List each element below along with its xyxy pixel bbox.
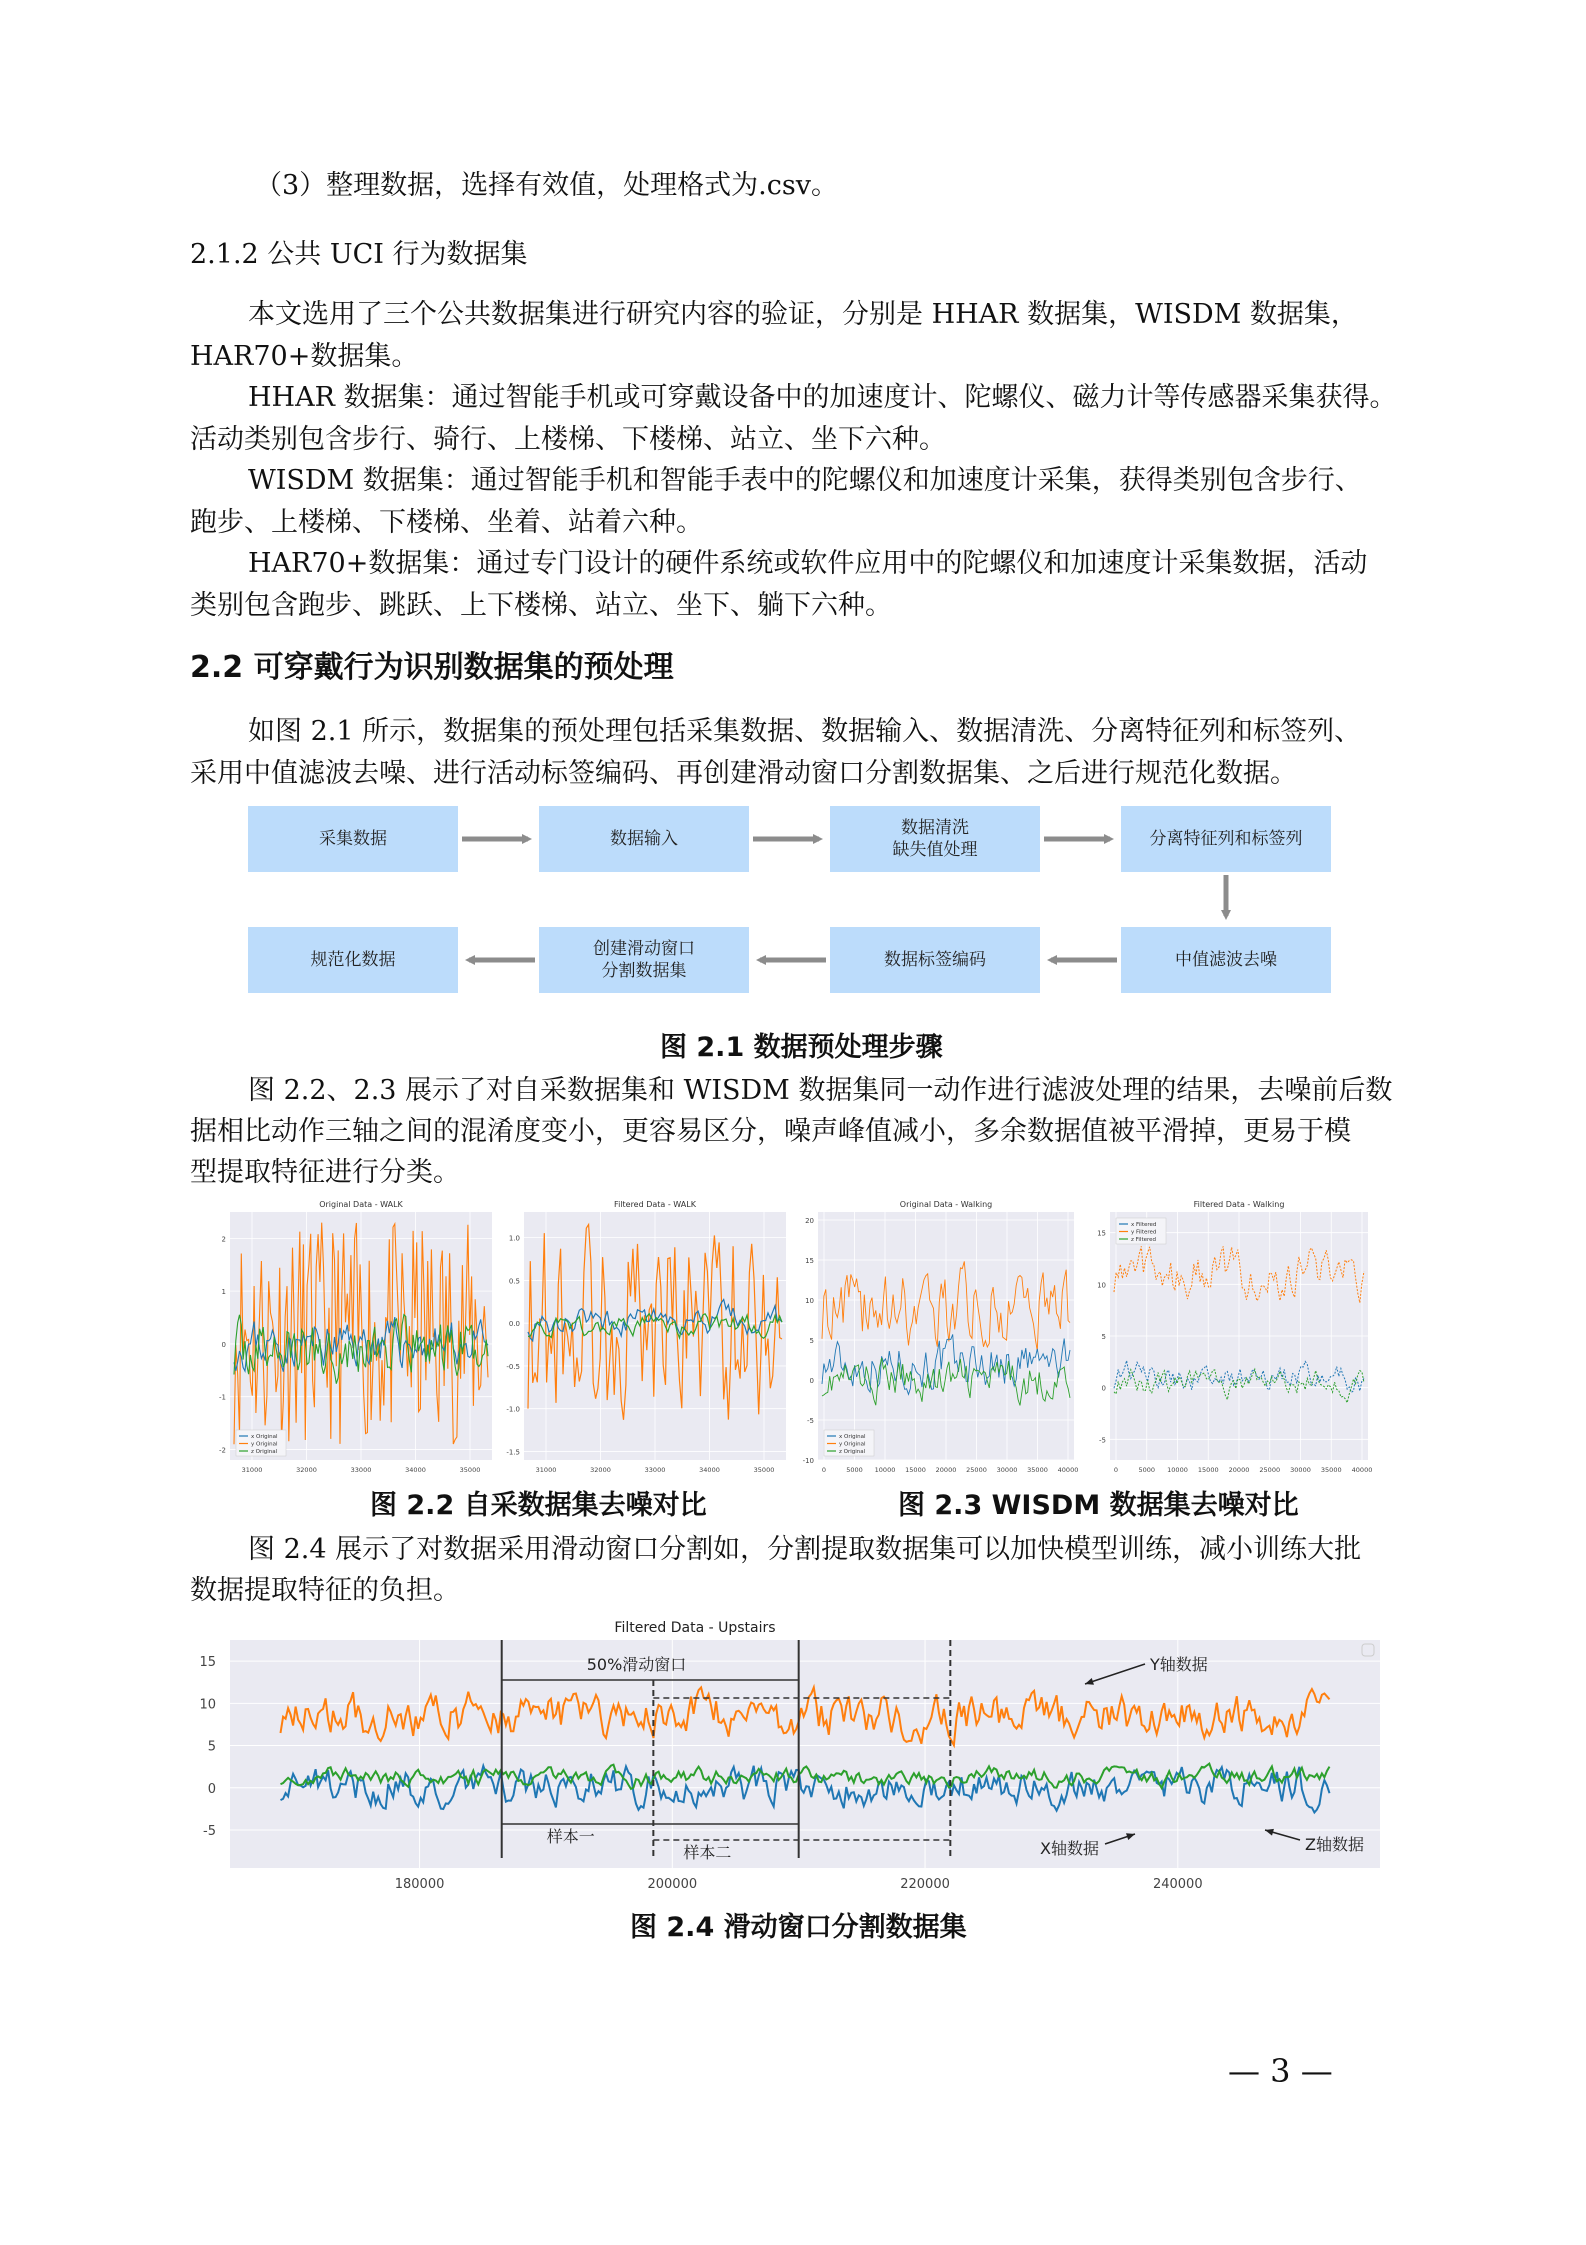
y-tick-label: 0 [221, 1340, 226, 1349]
caption-fig-2-3: 图 2.3 WISDM 数据集去噪对比 [898, 1490, 1299, 1521]
x-tick-label: 20000 [1228, 1466, 1250, 1474]
paragraph-step3: （3）整理数据，选择有效值，处理格式为.csv。 [255, 170, 838, 201]
y-tick-label: 10 [805, 1297, 814, 1305]
paragraph-filter-line2: 据相比动作三轴之间的混淆度变小，更容易区分，噪声峰值减小，多余数据值被平滑掉，更易于模 [190, 1116, 1351, 1147]
x-tick-label: 15000 [905, 1466, 926, 1474]
chart-title: Filtered Data - Upstairs [614, 1620, 776, 1636]
y-tick-label: 2 [221, 1235, 226, 1244]
x-tick-label: 0 [821, 1466, 827, 1474]
x-tick-label: 40000 [1057, 1466, 1079, 1474]
x-tick-label: 180000 [394, 1877, 445, 1892]
paragraph-filter-line3: 型提取特征进行分类。 [190, 1157, 460, 1188]
y-tick-label: -1 [219, 1393, 226, 1402]
chart-title: Original Data - Walking [899, 1200, 993, 1209]
y-tick-label: 10 [1097, 1281, 1106, 1290]
legend-entry: y Original [251, 1441, 278, 1448]
x-tick-label: 32000 [590, 1466, 611, 1474]
paragraph-wisdm-line1: WISDM 数据集：通过智能手机和智能手表中的陀螺仪和加速度计采集，获得类别包含步行、 [248, 465, 1362, 496]
y-tick-label: 20 [805, 1217, 814, 1225]
chart-title: Original Data - WALK [319, 1200, 403, 1209]
x-tick-label: 30000 [996, 1466, 1018, 1474]
x-tick-label: 31000 [535, 1466, 557, 1474]
paragraph-filter-line1: 图 2.2、2.3 展示了对自采数据集和 WISDM 数据集同一动作进行滤波处理的结果，去噪前后数 [248, 1075, 1393, 1106]
y-tick-label: 15 [805, 1257, 814, 1265]
y-tick-label: 15 [1097, 1229, 1106, 1238]
x-tick-label: 5000 [1138, 1466, 1156, 1474]
paragraph-intro-line2: HAR70+数据集。 [190, 341, 419, 372]
page-number: — 3 — [1228, 2052, 1333, 2090]
paragraph-har70-line2: 类别包含跑步、跳跃、上下楼梯、站立、坐下、躺下六种。 [190, 590, 892, 621]
y-tick-label: -1.0 [506, 1405, 520, 1414]
chart-filtered-walk [502, 1196, 792, 1486]
section-heading-2-2: 2.2 可穿戴行为识别数据集的预处理 [190, 650, 674, 685]
y-tick-label: -10 [802, 1457, 814, 1465]
annotation-z-axis: Z轴数据 [1305, 1835, 1364, 1854]
caption-fig-2-2: 图 2.2 自采数据集去噪对比 [370, 1490, 707, 1521]
paragraph-intro-line1: 本文选用了三个公共数据集进行研究内容的验证，分别是 HHAR 数据集，WISDM 数据集， [248, 299, 1358, 330]
flow-step-sliding-window: 创建滑动窗口 分割数据集 [539, 927, 749, 993]
flow-step-collect: 采集数据 [248, 806, 458, 872]
x-tick-label: 5000 [846, 1466, 863, 1474]
legend-entry: x Filtered [1131, 1222, 1157, 1228]
x-tick-label: 25000 [966, 1466, 987, 1474]
paragraph-hhar-line2: 活动类别包含步行、骑行、上楼梯、下楼梯、站立、坐下六种。 [190, 424, 946, 455]
chart-filtered-walking [1092, 1196, 1374, 1486]
flow-step-label-encode: 数据标签编码 [830, 927, 1040, 993]
legend-entry: z Filtered [1131, 1237, 1157, 1243]
chart-original-walk [208, 1196, 498, 1486]
y-tick-label: 0 [207, 1781, 216, 1797]
y-tick-label: 10 [199, 1697, 216, 1713]
flow-step-split-features: 分离特征列和标签列 [1121, 806, 1331, 872]
legend-entry: x Original [839, 1434, 866, 1440]
x-tick-label: 25000 [1259, 1466, 1281, 1474]
y-tick-label: 0 [809, 1377, 814, 1385]
annotation-window: 50%滑动窗口 [586, 1655, 687, 1674]
y-tick-label: 5 [1101, 1333, 1106, 1341]
paragraph-har70-line1: HAR70+数据集：通过专门设计的硬件系统或软件应用中的陀螺仪和加速度计采集数据，活动 [248, 548, 1368, 579]
annotation-y-axis: Y轴数据 [1150, 1655, 1208, 1674]
chart-title: Filtered Data - Walking [1193, 1200, 1285, 1209]
y-tick-label: -5 [203, 1824, 216, 1839]
legend-entry: z Original [251, 1449, 278, 1455]
x-tick-label: 220000 [900, 1877, 950, 1892]
x-tick-label: 240000 [1152, 1877, 1203, 1892]
legend-entry: y Filtered [1131, 1229, 1157, 1236]
x-tick-label: 200000 [647, 1877, 698, 1892]
x-tick-label: 35000 [1320, 1466, 1342, 1474]
flow-step-clean: 数据清洗 缺失值处理 [830, 806, 1040, 872]
y-tick-label: 0.5 [508, 1277, 520, 1286]
y-tick-label: 5 [207, 1739, 216, 1755]
chart-original-walking [800, 1196, 1080, 1486]
x-tick-label: 0 [1113, 1466, 1119, 1474]
annotation-x-axis: X轴数据 [1040, 1839, 1099, 1858]
y-tick-label: 0 [1101, 1384, 1106, 1393]
annotation-sample2: 样本二 [683, 1843, 732, 1862]
x-tick-label: 31000 [241, 1466, 263, 1474]
paragraph-preprocess-line2: 采用中值滤波去噪、进行活动标签编码、再创建滑动窗口分割数据集、之后进行规范化数据。 [190, 758, 1297, 789]
y-tick-label: -5 [807, 1417, 814, 1425]
y-tick-label: 1.0 [508, 1234, 520, 1243]
flow-step-input: 数据输入 [539, 806, 749, 872]
x-tick-label: 35000 [1027, 1466, 1048, 1474]
legend-entry: z Original [839, 1449, 866, 1455]
x-tick-label: 34000 [405, 1466, 426, 1474]
x-tick-label: 10000 [874, 1466, 896, 1474]
plot-area [230, 1640, 1380, 1868]
legend-entry: y Original [839, 1441, 866, 1448]
y-tick-label: -2 [219, 1446, 226, 1455]
paragraph-hhar-line1: HHAR 数据集：通过智能手机或可穿戴设备中的加速度计、陀螺仪、磁力计等传感器采集获得。 [248, 382, 1397, 413]
y-tick-label: 15 [199, 1655, 216, 1671]
annotation-sample1: 样本一 [546, 1827, 595, 1846]
paragraph-wisdm-line2: 跑步、上楼梯、下楼梯、坐着、站着六种。 [190, 507, 703, 538]
x-tick-label: 33000 [350, 1466, 372, 1474]
caption-fig-2-1: 图 2.1 数据预处理步骤 [660, 1032, 943, 1063]
y-tick-label: -5 [1099, 1436, 1106, 1445]
section-heading-2-1-2: 2.1.2 公共 UCI 行为数据集 [190, 239, 528, 270]
x-tick-label: 10000 [1167, 1466, 1188, 1474]
y-tick-label: -1.5 [506, 1448, 520, 1457]
y-tick-label: -0.5 [506, 1362, 520, 1371]
paragraph-window-line1: 图 2.4 展示了对数据采用滑动窗口分割如，分割提取数据集可以加快模型训练，减小训练大批 [248, 1534, 1362, 1565]
chart-filtered-upstairs [190, 1618, 1390, 1898]
caption-fig-2-4: 图 2.4 滑动窗口分割数据集 [630, 1912, 967, 1943]
legend-entry: x Original [251, 1434, 278, 1440]
paragraph-preprocess-line1: 如图 2.1 所示，数据集的预处理包括采集数据、数据输入、数据清洗、分离特征列和标签列、 [248, 716, 1362, 747]
x-tick-label: 33000 [644, 1466, 666, 1474]
paragraph-window-line2: 数据提取特征的负担。 [190, 1575, 460, 1606]
x-tick-label: 34000 [699, 1466, 720, 1474]
x-tick-label: 30000 [1290, 1466, 1311, 1474]
x-tick-label: 35000 [753, 1466, 775, 1474]
flow-arrows [0, 0, 1586, 1010]
flow-step-normalize: 规范化数据 [248, 927, 458, 993]
y-tick-label: 5 [809, 1337, 814, 1345]
x-tick-label: 15000 [1197, 1466, 1219, 1474]
y-tick-label: 1 [221, 1288, 226, 1297]
x-tick-label: 32000 [296, 1466, 317, 1474]
x-tick-label: 20000 [935, 1466, 957, 1474]
x-tick-label: 35000 [459, 1466, 481, 1474]
y-tick-label: 0.0 [508, 1320, 520, 1329]
flow-step-median-filter: 中值滤波去噪 [1121, 927, 1331, 993]
x-tick-label: 40000 [1351, 1466, 1373, 1474]
chart-title: Filtered Data - WALK [614, 1200, 696, 1209]
